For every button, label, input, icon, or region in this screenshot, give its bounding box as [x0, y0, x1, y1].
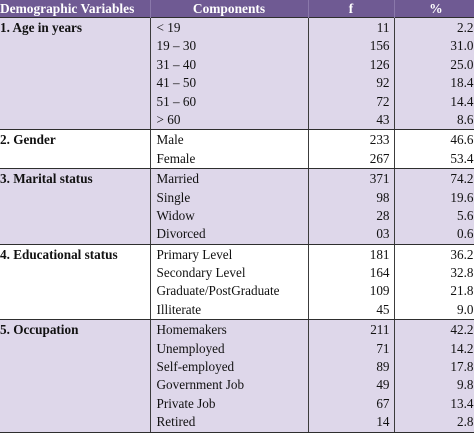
table-row — [0, 358, 474, 376]
frequency-cell: 267 — [308, 150, 394, 169]
table-row — [0, 18, 474, 38]
component-cell: 51 – 60 — [150, 93, 308, 111]
variable-cell-empty — [0, 56, 150, 74]
percent-cell: 74.2 — [394, 169, 474, 189]
component-cell: 19 – 30 — [150, 37, 308, 55]
percent-cell: 2.8 — [394, 413, 474, 432]
percent-cell: 14.2 — [394, 340, 474, 358]
component-cell: > 60 — [150, 111, 308, 130]
frequency-cell: 43 — [308, 111, 394, 130]
component-cell: Government Job — [150, 376, 308, 394]
percent-cell: 42.2 — [394, 320, 474, 340]
percent-cell: 36.2 — [394, 244, 474, 264]
percent-cell: 32.8 — [394, 264, 474, 282]
frequency-cell: 181 — [308, 244, 394, 264]
table-row — [0, 395, 474, 413]
component-cell: Widow — [150, 207, 308, 225]
variable-cell-empty — [0, 207, 150, 225]
variable-cell-empty — [0, 225, 150, 244]
variable-cell-empty — [0, 150, 150, 169]
frequency-cell: 89 — [308, 358, 394, 376]
variable-cell-empty — [0, 93, 150, 111]
percent-cell: 9.0 — [394, 301, 474, 320]
component-cell: Married — [150, 169, 308, 189]
component-cell: Single — [150, 189, 308, 207]
variable-cell-empty — [0, 74, 150, 92]
table-row — [0, 413, 474, 432]
percent-cell: 19.6 — [394, 189, 474, 207]
frequency-cell: 03 — [308, 225, 394, 244]
variable-cell-empty — [0, 282, 150, 300]
header-frequency: f — [308, 0, 394, 18]
component-cell: Secondary Level — [150, 264, 308, 282]
header-components: Components — [150, 0, 308, 18]
component-cell: Self-employed — [150, 358, 308, 376]
percent-cell: 31.0 — [394, 37, 474, 55]
table-header-row — [0, 0, 474, 18]
frequency-cell: 49 — [308, 376, 394, 394]
variable-cell-empty — [0, 264, 150, 282]
frequency-cell: 371 — [308, 169, 394, 189]
frequency-cell: 156 — [308, 37, 394, 55]
component-cell: Male — [150, 130, 308, 150]
variable-label: 4. Educational status — [0, 244, 150, 264]
variable-label: 2. Gender — [0, 130, 150, 150]
variable-cell-empty — [0, 413, 150, 432]
percent-cell: 0.6 — [394, 225, 474, 244]
component-cell: Private Job — [150, 395, 308, 413]
table-row — [0, 74, 474, 92]
table-row — [0, 320, 474, 340]
table-row — [0, 56, 474, 74]
table-row — [0, 189, 474, 207]
component-cell: Retired — [150, 413, 308, 432]
percent-cell: 14.4 — [394, 93, 474, 111]
frequency-cell: 211 — [308, 320, 394, 340]
variable-cell-empty — [0, 37, 150, 55]
frequency-cell: 67 — [308, 395, 394, 413]
percent-cell: 46.6 — [394, 130, 474, 150]
table-row — [0, 264, 474, 282]
table-row — [0, 340, 474, 358]
percent-cell: 18.4 — [394, 74, 474, 92]
percent-cell: 2.2 — [394, 18, 474, 38]
component-cell: 41 – 50 — [150, 74, 308, 92]
variable-label: 5. Occupation — [0, 320, 150, 340]
percent-cell: 21.8 — [394, 282, 474, 300]
table-row — [0, 282, 474, 300]
component-cell: Primary Level — [150, 244, 308, 264]
frequency-cell: 92 — [308, 74, 394, 92]
percent-cell: 8.6 — [394, 111, 474, 130]
frequency-cell: 233 — [308, 130, 394, 150]
table-row — [0, 93, 474, 111]
component-cell: Unemployed — [150, 340, 308, 358]
table-row — [0, 150, 474, 169]
frequency-cell: 14 — [308, 413, 394, 432]
component-cell: Illiterate — [150, 301, 308, 320]
component-cell: Graduate/PostGraduate — [150, 282, 308, 300]
percent-cell: 53.4 — [394, 150, 474, 169]
variable-cell-empty — [0, 340, 150, 358]
frequency-cell: 45 — [308, 301, 394, 320]
header-percent: % — [394, 0, 474, 18]
component-cell: Divorced — [150, 225, 308, 244]
variable-cell-empty — [0, 376, 150, 394]
component-cell: Female — [150, 150, 308, 169]
variable-cell-empty — [0, 189, 150, 207]
variable-cell-empty — [0, 111, 150, 130]
header-demographic-variables: Demographic Variables — [0, 0, 150, 18]
percent-cell: 17.8 — [394, 358, 474, 376]
percent-cell: 25.0 — [394, 56, 474, 74]
table-row — [0, 376, 474, 394]
percent-cell: 9.8 — [394, 376, 474, 394]
percent-cell: 5.6 — [394, 207, 474, 225]
variable-cell-empty — [0, 301, 150, 320]
table-row — [0, 225, 474, 244]
table-row — [0, 207, 474, 225]
frequency-cell: 28 — [308, 207, 394, 225]
table-row — [0, 37, 474, 55]
frequency-cell: 126 — [308, 56, 394, 74]
table-row — [0, 301, 474, 320]
frequency-cell: 98 — [308, 189, 394, 207]
variable-cell-empty — [0, 358, 150, 376]
table-row — [0, 130, 474, 150]
frequency-cell: 11 — [308, 18, 394, 38]
component-cell: < 19 — [150, 18, 308, 38]
table-row — [0, 169, 474, 189]
variable-label: 3. Marital status — [0, 169, 150, 189]
table-body — [0, 18, 474, 433]
component-cell: Homemakers — [150, 320, 308, 340]
frequency-cell: 72 — [308, 93, 394, 111]
variable-label: 1. Age in years — [0, 18, 150, 38]
percent-cell: 13.4 — [394, 395, 474, 413]
component-cell: 31 – 40 — [150, 56, 308, 74]
table-row — [0, 111, 474, 130]
frequency-cell: 164 — [308, 264, 394, 282]
frequency-cell: 71 — [308, 340, 394, 358]
variable-cell-empty — [0, 395, 150, 413]
table-row — [0, 244, 474, 264]
frequency-cell: 109 — [308, 282, 394, 300]
